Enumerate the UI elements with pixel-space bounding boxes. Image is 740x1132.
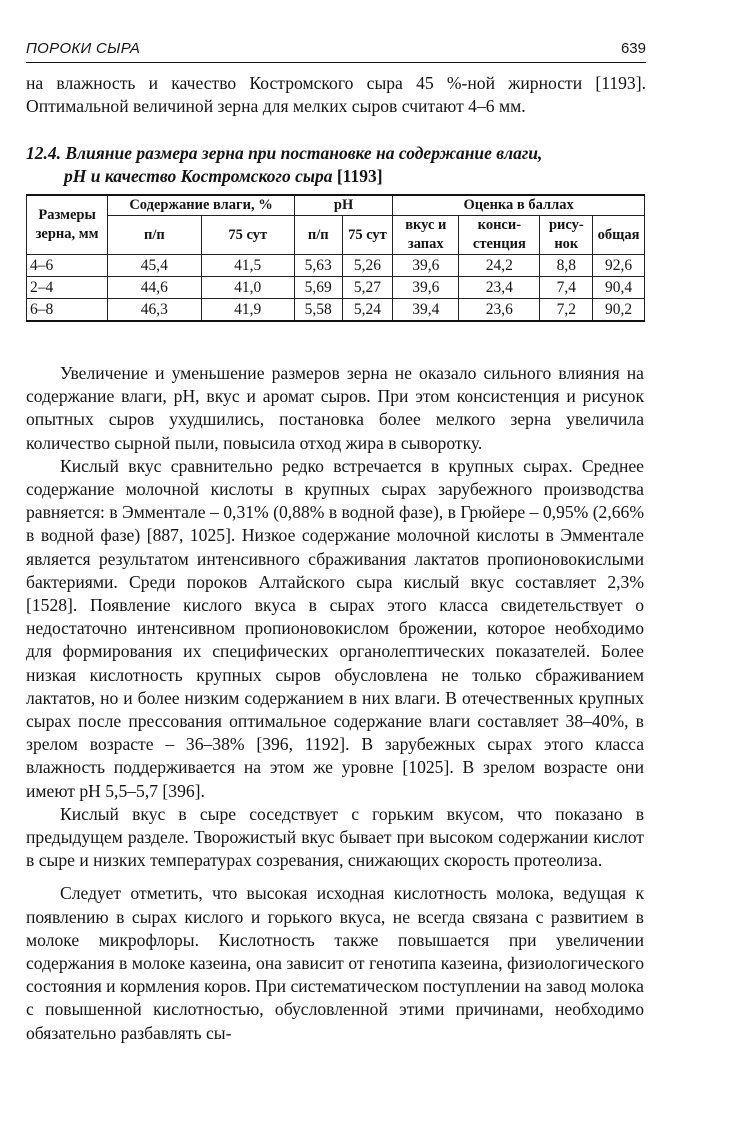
table-caption-number: 12.4. (26, 143, 61, 163)
table-caption-ref: [1193] (336, 166, 383, 186)
header-ph-pp: п/п (294, 216, 342, 255)
cell-size: 6–8 (27, 299, 108, 322)
cell-moisture-75: 41,5 (201, 255, 294, 277)
cell-pattern: 7,4 (540, 277, 593, 299)
table-row (27, 277, 645, 299)
cell-ph-pp: 5,69 (294, 277, 342, 299)
lead-paragraph (26, 72, 646, 118)
header-taste: вкус и запах (393, 216, 459, 255)
cell-ph-75: 5,26 (342, 255, 393, 277)
paragraph-milk-acidity: Следует отметить, что высокая исходная кислотность молока, ведущая к появлению в сырах кислого и горького вкуса, не всегда связана с развитием в молоке микрофлоры. Кислотность также повышается при увеличении содержания в молоке казеина, она зависит от генотипа казеина, физиологического состояния и кормления коров. При систематическом поступлении на завод молока с повышенной кислотностью, обусловленной этими причинами, необходимо обязательно разбавлять сы- (26, 883, 644, 1043)
header-total: общая (593, 216, 645, 255)
cell-moisture-75: 41,9 (201, 299, 294, 322)
header-size: Размеры зерна, мм (27, 195, 108, 255)
cell-pattern: 7,2 (540, 299, 593, 322)
header-consistency: конси-стенция (459, 216, 540, 255)
cell-ph-pp: 5,58 (294, 299, 342, 322)
header-ph-75: 75 сут (342, 216, 393, 255)
cell-ph-75: 5,27 (342, 277, 393, 299)
cell-moisture-pp: 45,4 (108, 255, 201, 277)
header-moisture-75: 75 сут (201, 216, 294, 255)
running-head-title: ПОРОКИ СЫРА (26, 40, 141, 57)
cell-consistency: 24,2 (459, 255, 540, 277)
header-ph-group: рН (294, 195, 392, 216)
paragraph-sour-bitter-taste: Кислый вкус в сыре соседствует с горьким вкусом, что показано в предыдущем разделе. Творожистый вкус бывает при высоком содержании кислот в сыре и низких температурах созревания, снижающих скорость протеолиза. (26, 803, 644, 871)
cell-moisture-75: 41,0 (201, 277, 294, 299)
cell-consistency: 23,6 (459, 299, 540, 322)
header-pattern: рису-нок (540, 216, 593, 255)
cell-total: 90,2 (593, 299, 645, 322)
cell-total: 92,6 (593, 255, 645, 277)
cell-total: 90,4 (593, 277, 645, 299)
table-caption (26, 142, 646, 188)
cell-moisture-pp: 44,6 (108, 277, 201, 299)
cell-size: 4–6 (27, 255, 108, 277)
paragraph-grain-size-effect: Увеличение и уменьшение размеров зерна не оказало сильного влияния на содержание влаги, рН, вкус и аромат сыров. При этом консистенция и рисунок опытных сыров ухудшились, постановка более мелкого зерна увеличила количество сырной пыли, повысила отход жира в сыворотку. (26, 363, 644, 453)
header-moisture-group: Содержание влаги, % (108, 195, 295, 216)
cell-taste: 39,6 (393, 255, 459, 277)
table-caption-line1: Влияние размера зерна при постановке на содержание влаги, (65, 143, 543, 163)
data-table (26, 194, 645, 322)
cell-taste: 39,4 (393, 299, 459, 322)
table-caption-line2: рН и качество Костромского сыра (64, 166, 333, 186)
table-row (27, 299, 645, 322)
body-text (26, 362, 644, 1045)
page-number: 639 (620, 40, 646, 57)
cell-ph-75: 5,24 (342, 299, 393, 322)
cell-moisture-pp: 46,3 (108, 299, 201, 322)
table-row (27, 255, 645, 277)
running-head (26, 36, 646, 63)
cell-ph-pp: 5,63 (294, 255, 342, 277)
paragraph-sour-taste-large-cheeses: Кислый вкус сравнительно редко встречается в крупных сырах. Среднее содержание молочной кислоты в крупных сырах зарубежного производства равняется: в Эмментале – 0,31% (0,88% в водной фазе), в Грюйере – 0,95% (2,66% в водной фазе) [887, 1025]. Низкое содержание молочной кислоты в Эмментале является результатом интенсивного сбраживания лактатов пропионовокислыми бактериями. Среди пороков Алтайского сыра кислый вкус составляет 2,3% [1528]. Появление кислого вкуса в сырах этого класса свидетельствует о недостаточно интенсивном пропионовокислом брожении, которое необходимо для формирования их специфических органолептических показателей. Более низкая кислотность крупных сыров обусловлена не только сбраживанием лактатов, но и более низким содержанием в них влаги. В отечественных крупных сырах после прессования оптимальное содержание влаги составляет 38–40%, в зрелом возрасте – 36–38% [396, 1192]. В зарубежных сырах этого класса влажность поддерживается на этом же уровне [1025]. В зрелом возрасте они имеют рН 5,5–5,7 [396]. (26, 455, 644, 801)
cell-size: 2–4 (27, 277, 108, 299)
header-moisture-pp: п/п (108, 216, 201, 255)
cell-consistency: 23,4 (459, 277, 540, 299)
cell-pattern: 8,8 (540, 255, 593, 277)
cell-taste: 39,6 (393, 277, 459, 299)
header-score-group: Оценка в баллах (393, 195, 645, 216)
lead-paragraph-text: на влажность и качество Костромского сыра 45 %-ной жирности [1193]. Оптимальной величиной зерна для мелких сыров считают 4–6 мм. (26, 73, 646, 116)
